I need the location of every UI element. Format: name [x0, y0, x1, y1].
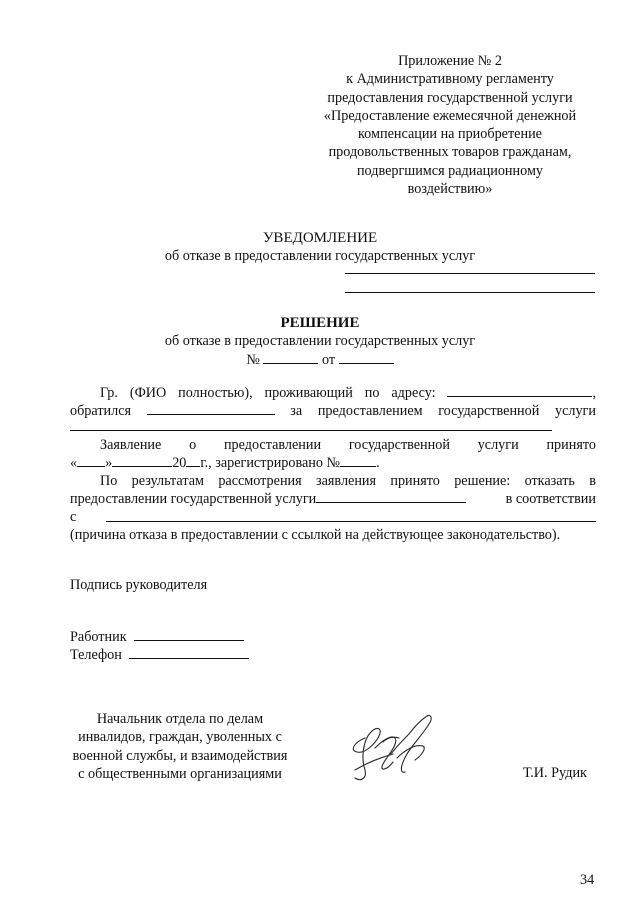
worker-label: Работник: [70, 629, 127, 645]
year-prefix: 20: [172, 455, 187, 471]
body-line-5: [70, 454, 380, 472]
page-number: 34: [580, 872, 595, 888]
month-blank: [112, 454, 172, 467]
word: с: [70, 509, 77, 525]
word: обратился: [70, 403, 132, 419]
word: за: [290, 403, 303, 419]
day-blank: [77, 454, 105, 467]
service-name-blank: [316, 490, 466, 503]
service-phrase: [70, 490, 466, 508]
registration-number-blank: [340, 454, 376, 467]
body-line-2: [70, 402, 596, 420]
addressee-line-2: [345, 292, 595, 293]
applicant-blank: [147, 402, 275, 415]
signatory-name: Т.И. Рудик: [523, 765, 587, 781]
appendix-header: [300, 52, 600, 198]
word: услуги: [554, 403, 596, 419]
addressee-line-1: [345, 273, 595, 274]
word: заявления: [316, 473, 377, 489]
decision-date-blank: [339, 351, 394, 364]
appendix-line: подвергшимся радиационному: [356, 162, 544, 179]
appendix-line: к Административному регламенту: [346, 71, 554, 88]
word: отказать: [524, 473, 575, 489]
word: (ФИО: [129, 385, 167, 401]
appendix-line: компенсации на приобретение: [358, 126, 542, 143]
signatory-line: с общественными организациями: [78, 765, 282, 782]
registered-text: г., зарегистрировано №: [200, 455, 341, 471]
notice-title: УВЕДОМЛЕНИЕ: [262, 230, 378, 246]
word: предоставлении: [223, 437, 322, 453]
word: в: [589, 473, 596, 489]
comma: ,: [592, 385, 596, 401]
service-text: предоставлении государственной услуги: [70, 491, 317, 507]
reason-blank-line: [106, 521, 596, 522]
signatory-line: инвалидов, граждан, уволенных с: [78, 729, 282, 746]
decision-number-blank: [263, 351, 318, 364]
decision-title: РЕШЕНИЕ: [280, 315, 360, 331]
worker-line: [70, 628, 244, 646]
handwritten-signature: [335, 708, 440, 793]
word: о: [189, 437, 197, 453]
body-line-8: [70, 508, 76, 526]
word: результатам: [131, 473, 204, 489]
notice-subtitle: об отказе в предоставлении государственных услуг: [164, 248, 476, 264]
accordance-text: в соответствии: [505, 491, 596, 507]
word: предоставлением: [317, 403, 423, 419]
word: Заявление: [100, 437, 162, 453]
address-blank: [447, 384, 592, 397]
word: полностью),: [178, 385, 253, 401]
word: По: [100, 473, 118, 489]
quote-open: «: [70, 455, 78, 471]
word: услуги: [477, 437, 519, 453]
appendix-line: «Предоставление ежемесячной денежной: [323, 107, 577, 124]
word: по: [364, 385, 380, 401]
appendix-line: предоставления государственной услуги: [327, 89, 573, 106]
service-blank-line: [70, 430, 552, 431]
number-sign: №: [246, 352, 260, 368]
appendix-line: Приложение № 2: [398, 53, 502, 69]
body-line-9: (причина отказа в предоставлении с ссылкой на действующее законодательство).: [70, 527, 561, 543]
phone-line: [70, 646, 249, 664]
phone-label: Телефон: [70, 647, 122, 663]
appendix-line: продовольственных товаров гражданам,: [328, 144, 572, 161]
word: адресу:: [391, 385, 436, 401]
body-line-4: [100, 436, 596, 454]
number-from: от: [321, 352, 336, 368]
word: Гр.: [100, 385, 118, 401]
decision-number-line: [0, 351, 640, 369]
quote-close: »: [105, 455, 113, 471]
body-line-1: [100, 384, 596, 402]
address-field: [447, 384, 596, 402]
word: государственной: [438, 403, 540, 419]
phone-blank: [129, 646, 249, 659]
body-line-6: [100, 472, 596, 490]
worker-blank: [134, 628, 244, 641]
appendix-line: воздействию»: [407, 181, 493, 198]
word: рассмотрения: [218, 473, 302, 489]
word: принято: [390, 473, 440, 489]
period: .: [376, 455, 380, 471]
word: государственной: [348, 437, 450, 453]
signature-label: Подпись руководителя: [70, 577, 208, 593]
signatory-line: военной службы, и взаимодействия: [72, 747, 288, 764]
body-line-7: [70, 490, 596, 508]
signatory-position: [40, 710, 320, 783]
decision-subtitle: об отказе в предоставлении государственных услуг: [164, 333, 476, 349]
word: решение:: [454, 473, 511, 489]
year-blank: [186, 454, 200, 467]
word: принято: [546, 437, 596, 453]
word: проживающий: [264, 385, 353, 401]
signatory-line: Начальник отдела по делам: [96, 711, 264, 727]
